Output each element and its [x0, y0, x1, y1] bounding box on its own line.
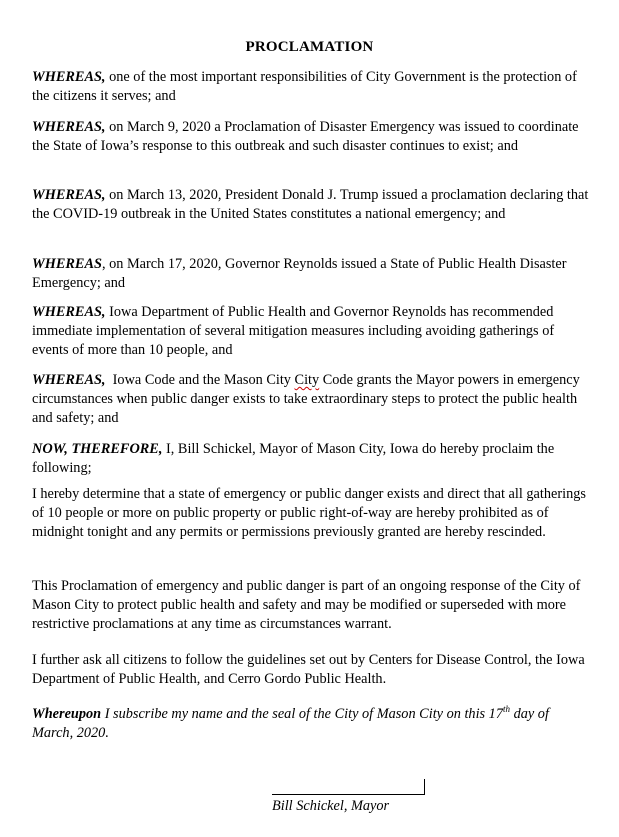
- whereas-keyword: WHEREAS,: [32, 69, 106, 85]
- paragraph-text: Code grants the Mayor powers in emergency circumstances when public danger exists to take extraordinary steps to protect the public health and safety; and: [32, 372, 580, 426]
- now-therefore-paragraph: [32, 440, 592, 478]
- whereas-keyword: WHEREAS,: [32, 187, 106, 203]
- whereas-paragraph-5: [32, 303, 592, 360]
- signature-line: [272, 794, 424, 795]
- whereupon-paragraph: [32, 705, 592, 743]
- paragraph-text: I, Bill Schickel, Mayor of Mason City, Iowa do hereby proclaim the following;: [32, 441, 555, 476]
- spellcheck-flagged-word: City: [294, 372, 320, 388]
- whereas-keyword: WHEREAS,: [32, 304, 106, 320]
- paragraph-text: Iowa Code and the Mason City: [105, 372, 295, 388]
- response-paragraph: This Proclamation of emergency and public danger is part of an ongoing response of the City of Mason City to protect public health and safety and may be modified or superseded with more restrictive proclamations at any time as circumstances warrant.: [32, 578, 581, 632]
- document-title: PROCLAMATION: [245, 39, 374, 55]
- paragraph-text: one of the most important responsibilities of City Government is the protection of the citizens it serves; and: [32, 69, 577, 104]
- paragraph-text: on March 9, 2020 a Proclamation of Disaster Emergency was issued to coordinate the State of Iowa’s response to this outbreak and such disaster continues to exist; and: [32, 119, 579, 154]
- whereas-paragraph-6: [32, 371, 592, 428]
- determination-paragraph: I hereby determine that a state of emergency or public danger exists and direct that all gatherings of 10 people or more on public property or public right-of-way are hereby prohibited as of midnight tonight and any permits or permissions previously granted are hereby rescinded.: [32, 486, 586, 540]
- whereas-keyword: WHEREAS: [32, 256, 102, 272]
- paragraph-text: , on March 17, 2020, Governor Reynolds issued a State of Public Health Disaster Emergency; and: [32, 256, 567, 291]
- paragraph-text: on March 13, 2020, President Donald J. Trump issued a proclamation declaring that the COVID-19 outbreak in the United States constitutes a national emergency; and: [32, 187, 589, 222]
- ordinal-suffix: th: [502, 704, 510, 715]
- signature-line-tick: [424, 779, 425, 795]
- paragraph-text: day of March, 2020.: [32, 706, 549, 741]
- signatory-name: Bill Schickel, Mayor: [272, 798, 390, 814]
- whereas-keyword: WHEREAS,: [32, 372, 106, 388]
- whereas-keyword: WHEREAS,: [32, 119, 106, 135]
- now-therefore-keyword: NOW, THEREFORE,: [32, 441, 163, 457]
- whereas-paragraph-1: [32, 68, 592, 106]
- whereas-paragraph-4: [32, 255, 592, 293]
- whereas-paragraph-2: [32, 118, 592, 156]
- paragraph-text: Iowa Department of Public Health and Governor Reynolds has recommended immediate implementation of several mitigation measures including avoiding gatherings of events of more than 10 people, and: [32, 304, 555, 358]
- guidelines-paragraph: I further ask all citizens to follow the guidelines set out by Centers for Disease Control, the Iowa Department of Public Health, and Cerro Gordo Public Health.: [32, 652, 585, 687]
- whereupon-keyword: Whereupon: [32, 706, 102, 722]
- whereas-paragraph-3: [32, 186, 592, 224]
- paragraph-text: I subscribe my name and the seal of the City of Mason City on this 17: [101, 706, 503, 722]
